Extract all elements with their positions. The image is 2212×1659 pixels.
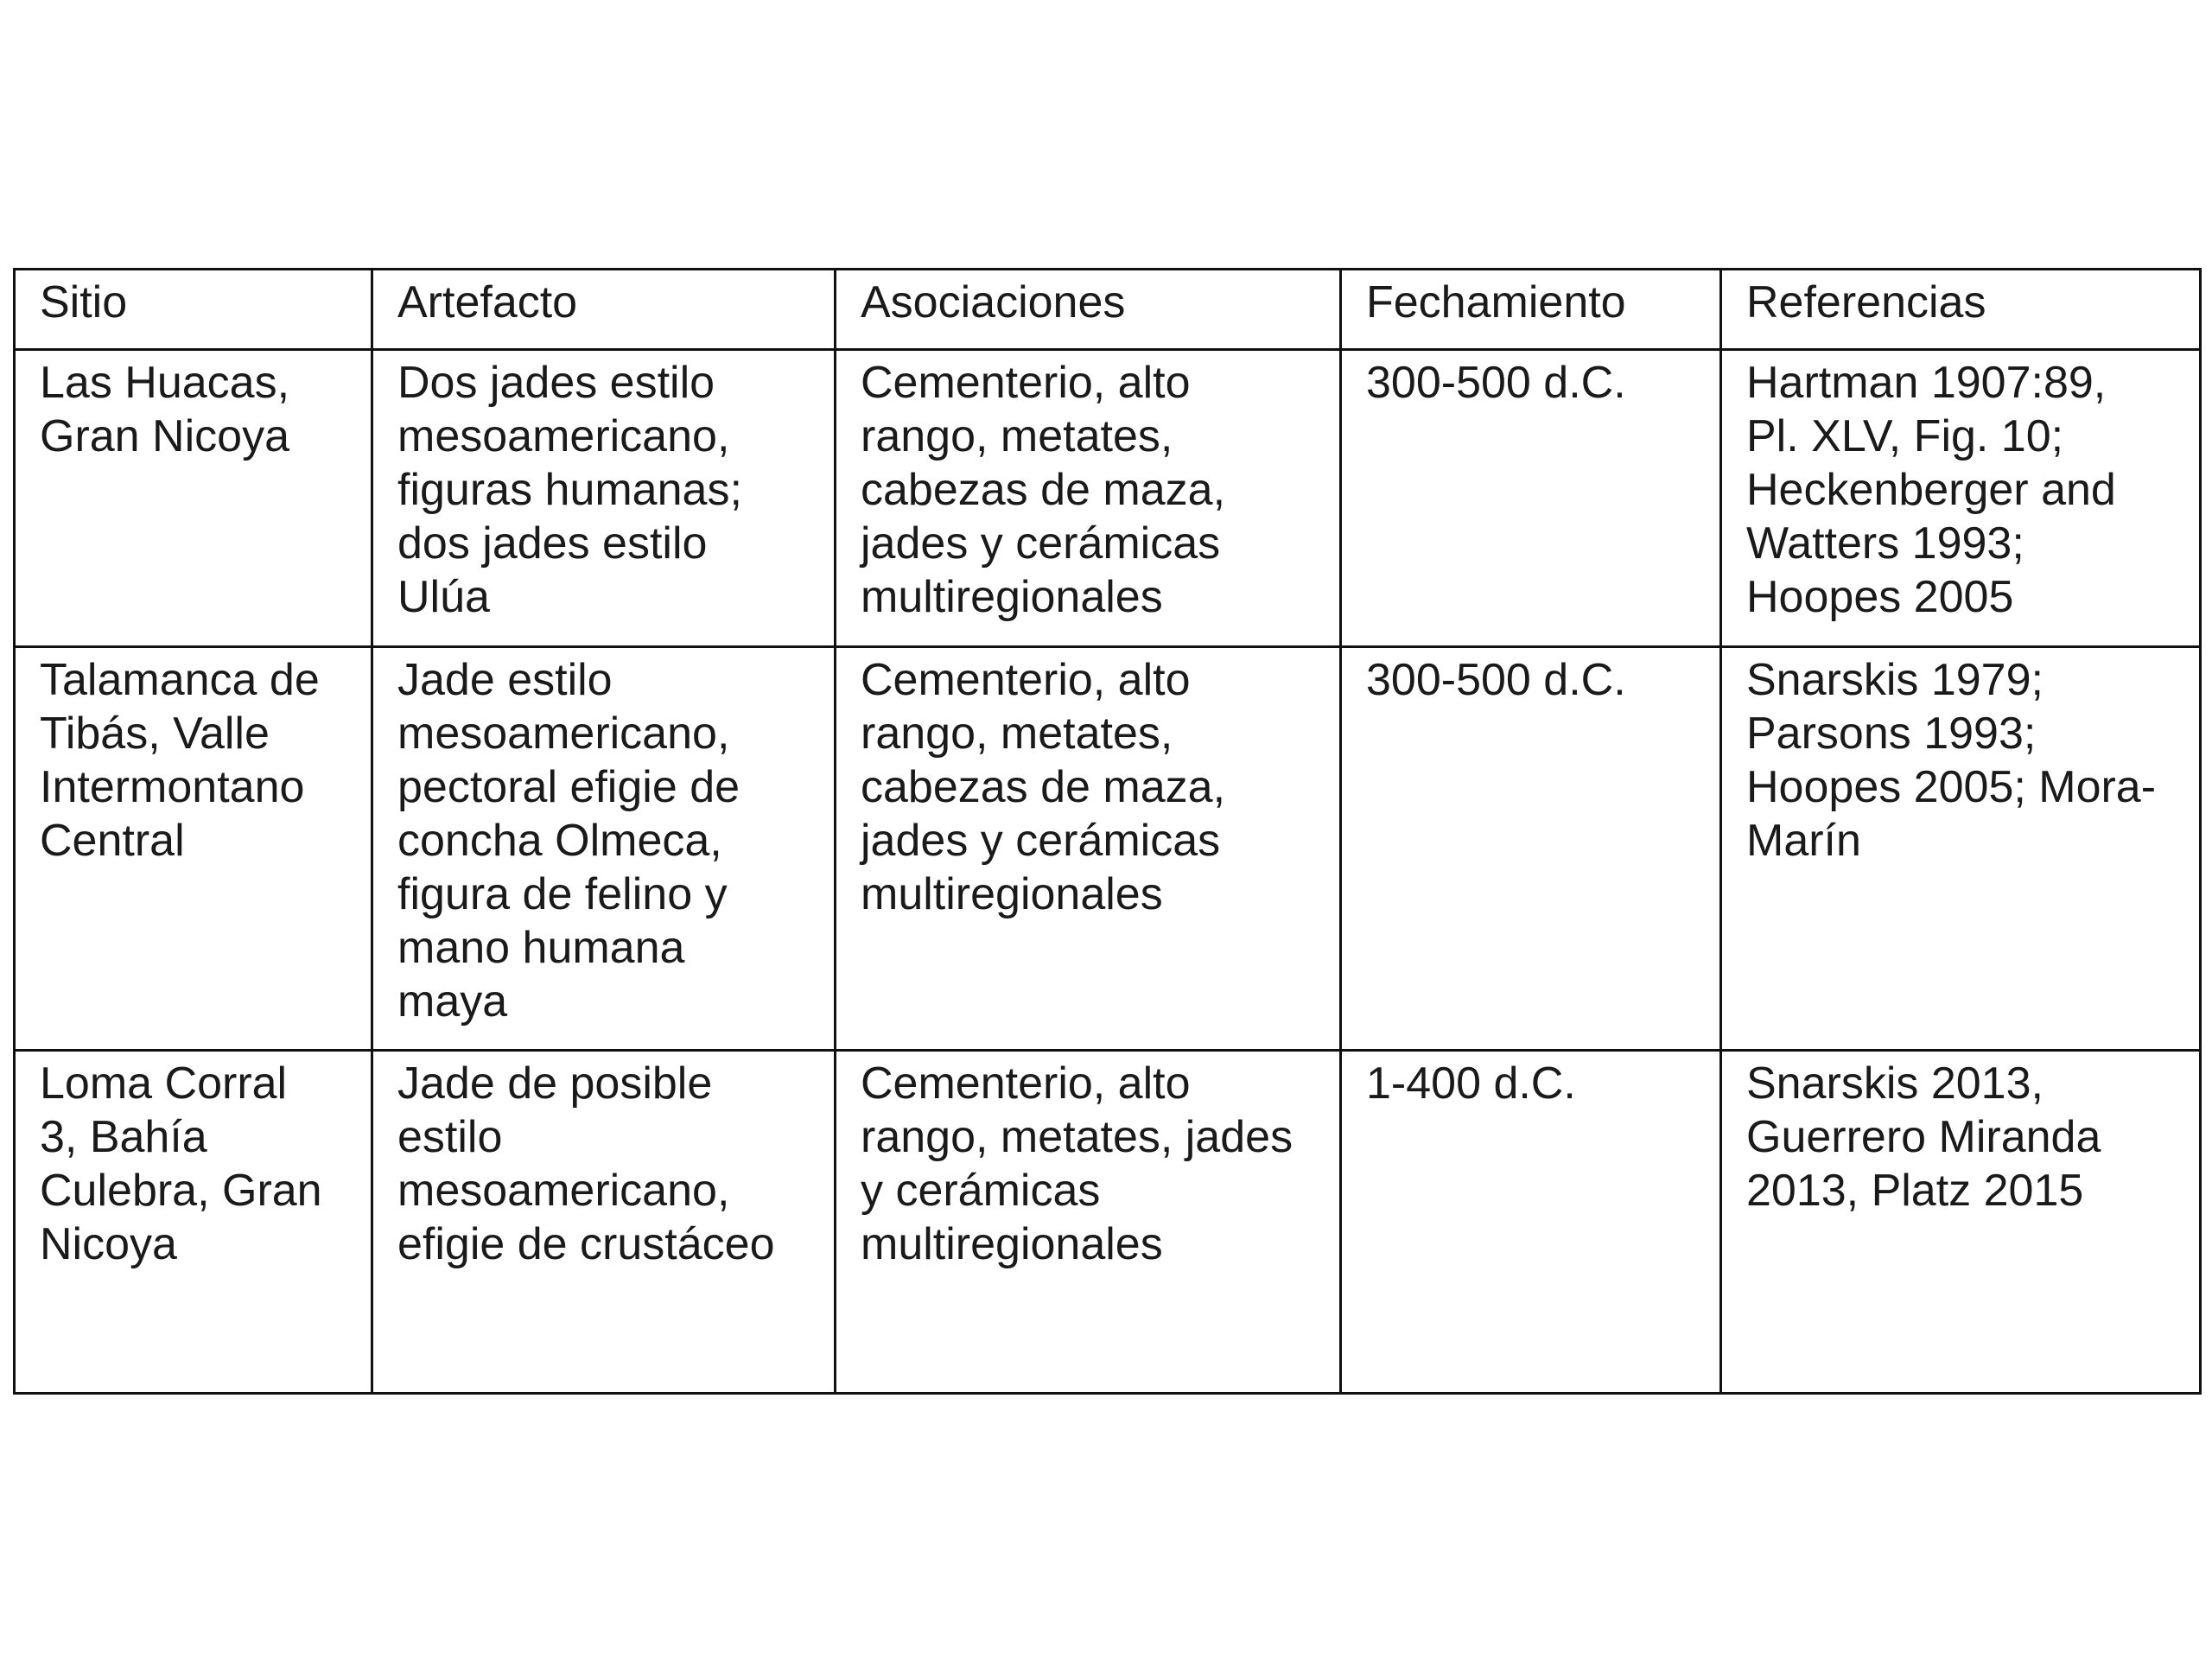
cell-fechamiento: 300-500 d.C. xyxy=(1341,350,1721,647)
table-row xyxy=(15,1051,2201,1394)
cell-asociaciones: Cementerio, alto rango, metates, cabezas de maza, jades y cerámicas multiregionales xyxy=(836,647,1341,1051)
cell-referencias: Hartman 1907:89, Pl. XLV, Fig. 10; Heckenberger and Watters 1993; Hoopes 2005 xyxy=(1721,350,2201,647)
header-artefacto: Artefacto xyxy=(372,270,836,350)
cell-sitio: Loma Corral 3, Bahía Culebra, Gran Nicoya xyxy=(15,1051,372,1394)
cell-fechamiento: 1-400 d.C. xyxy=(1341,1051,1721,1394)
cell-referencias: Snarskis 2013, Guerrero Miranda 2013, Platz 2015 xyxy=(1721,1051,2201,1394)
table-row xyxy=(15,647,2201,1051)
cell-asociaciones: Cementerio, alto rango, metates, jades y cerámicas multiregionales xyxy=(836,1051,1341,1394)
artifacts-table xyxy=(13,268,2202,1395)
cell-sitio: Talamanca de Tibás, Valle Intermontano Central xyxy=(15,647,372,1051)
table-header-row xyxy=(15,270,2201,350)
cell-artefacto: Jade de posible estilo mesoamericano, efigie de crustáceo xyxy=(372,1051,836,1394)
cell-referencias: Snarskis 1979; Parsons 1993; Hoopes 2005; Mora- Marín xyxy=(1721,647,2201,1051)
cell-artefacto: Dos jades estilo mesoamericano, figuras humanas; dos jades estilo Ulúa xyxy=(372,350,836,647)
table-container xyxy=(13,268,2202,1395)
header-sitio: Sitio xyxy=(15,270,372,350)
cell-sitio: Las Huacas, Gran Nicoya xyxy=(15,350,372,647)
header-referencias: Referencias xyxy=(1721,270,2201,350)
cell-asociaciones: Cementerio, alto rango, metates, cabezas de maza, jades y cerámicas multiregionales xyxy=(836,350,1341,647)
table-row xyxy=(15,350,2201,647)
cell-fechamiento: 300-500 d.C. xyxy=(1341,647,1721,1051)
header-fechamiento: Fechamiento xyxy=(1341,270,1721,350)
cell-artefacto: Jade estilo mesoamericano, pectoral efigie de concha Olmeca, figura de felino y mano humana maya xyxy=(372,647,836,1051)
header-asociaciones: Asociaciones xyxy=(836,270,1341,350)
